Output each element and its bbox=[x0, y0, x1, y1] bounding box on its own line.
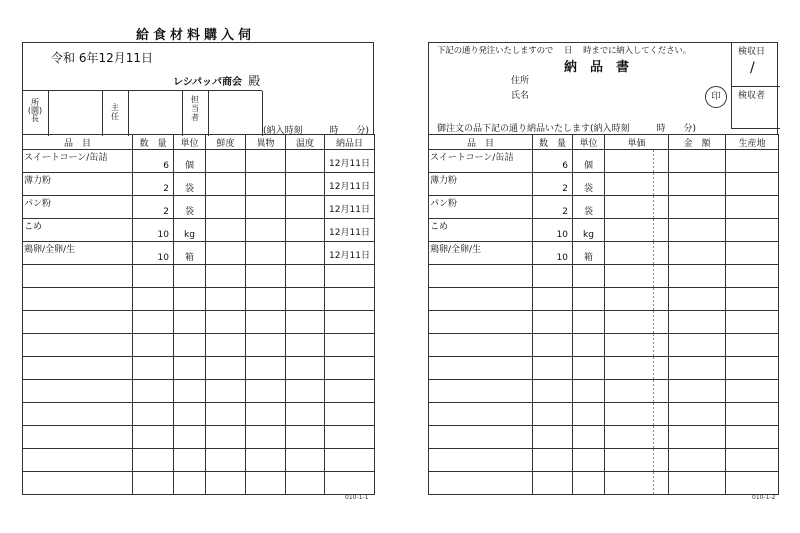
empty-cell[interactable] bbox=[23, 357, 133, 380]
unit-cell[interactable]: 個 bbox=[573, 150, 605, 173]
name-label: 氏名 bbox=[511, 91, 530, 101]
empty-cell[interactable] bbox=[429, 288, 533, 311]
chief-label: 主 任 bbox=[111, 103, 119, 121]
empty-cell[interactable] bbox=[605, 426, 669, 449]
empty-cell[interactable] bbox=[573, 449, 605, 472]
empty-cell[interactable] bbox=[325, 311, 375, 334]
empty-cell[interactable] bbox=[669, 334, 726, 357]
item-cell[interactable]: 鶏卵/全卵/生 bbox=[429, 242, 533, 265]
freshness-cell[interactable] bbox=[206, 219, 246, 242]
item-cell[interactable]: 鶏卵/全卵/生 bbox=[23, 242, 133, 265]
empty-cell[interactable] bbox=[573, 472, 605, 495]
item-cell[interactable]: パン粉 bbox=[429, 196, 533, 219]
empty-row bbox=[23, 311, 375, 334]
empty-cell[interactable] bbox=[174, 265, 206, 288]
table-row bbox=[429, 196, 779, 219]
empty-cell[interactable] bbox=[206, 449, 246, 472]
empty-cell[interactable] bbox=[286, 403, 325, 426]
delivery-date-cell[interactable]: 12月11日 bbox=[325, 196, 375, 219]
empty-cell[interactable] bbox=[605, 357, 669, 380]
empty-row bbox=[429, 357, 779, 380]
delivery-time: (納入時刻 時 分) bbox=[263, 126, 370, 136]
empty-cell[interactable] bbox=[286, 311, 325, 334]
empty-cell[interactable] bbox=[133, 265, 174, 288]
item-cell[interactable]: スイートコーン/缶詰 bbox=[23, 150, 133, 173]
empty-cell[interactable] bbox=[246, 357, 286, 380]
empty-cell[interactable] bbox=[133, 472, 174, 495]
qty-cell[interactable]: 2 bbox=[133, 196, 174, 219]
empty-cell[interactable] bbox=[23, 403, 133, 426]
empty-cell[interactable] bbox=[23, 265, 133, 288]
empty-cell[interactable] bbox=[726, 288, 779, 311]
origin-cell[interactable] bbox=[726, 173, 779, 196]
empty-row bbox=[23, 265, 375, 288]
empty-cell[interactable] bbox=[206, 265, 246, 288]
inspection-date-field[interactable]: / bbox=[750, 60, 755, 76]
delivery-date-cell[interactable]: 12月11日 bbox=[325, 219, 375, 242]
empty-cell[interactable] bbox=[286, 472, 325, 495]
empty-cell[interactable] bbox=[23, 449, 133, 472]
col-temperature: 温度 bbox=[286, 135, 325, 150]
empty-row bbox=[23, 334, 375, 357]
inspection-date-label: 検収日 bbox=[738, 47, 766, 57]
empty-cell[interactable] bbox=[286, 426, 325, 449]
freshness-cell[interactable] bbox=[206, 150, 246, 173]
empty-cell[interactable] bbox=[429, 403, 533, 426]
empty-cell[interactable] bbox=[206, 334, 246, 357]
table-row bbox=[23, 173, 375, 196]
empty-cell[interactable] bbox=[726, 334, 779, 357]
col-delivery-date: 納品日 bbox=[325, 135, 375, 150]
empty-cell[interactable] bbox=[533, 380, 573, 403]
empty-cell[interactable] bbox=[605, 288, 669, 311]
foreign-matter-cell[interactable] bbox=[246, 173, 286, 196]
empty-row bbox=[23, 357, 375, 380]
delivery-date-cell[interactable]: 12月11日 bbox=[325, 150, 375, 173]
empty-row bbox=[23, 380, 375, 403]
empty-row bbox=[23, 472, 375, 495]
empty-row bbox=[429, 472, 779, 495]
purchase-items-table bbox=[22, 134, 375, 495]
unit-cell[interactable]: kg bbox=[174, 219, 206, 242]
empty-cell[interactable] bbox=[573, 311, 605, 334]
item-cell[interactable]: パン粉 bbox=[23, 196, 133, 219]
empty-cell[interactable] bbox=[206, 472, 246, 495]
empty-cell[interactable] bbox=[533, 334, 573, 357]
empty-cell[interactable] bbox=[573, 334, 605, 357]
empty-cell[interactable] bbox=[573, 288, 605, 311]
col-origin: 生産地 bbox=[726, 135, 779, 150]
empty-cell[interactable] bbox=[133, 403, 174, 426]
purchase-request-header bbox=[22, 42, 374, 135]
qty-cell[interactable]: 10 bbox=[133, 219, 174, 242]
empty-cell[interactable] bbox=[573, 403, 605, 426]
foreign-matter-cell[interactable] bbox=[246, 150, 286, 173]
empty-cell[interactable] bbox=[246, 334, 286, 357]
empty-row bbox=[23, 426, 375, 449]
empty-cell[interactable] bbox=[726, 311, 779, 334]
approval-stamp-chief[interactable] bbox=[128, 91, 183, 136]
qty-cell[interactable]: 10 bbox=[133, 242, 174, 265]
unit-cell[interactable]: 袋 bbox=[174, 196, 206, 219]
unit-price-cell[interactable] bbox=[605, 173, 669, 196]
empty-cell[interactable] bbox=[246, 265, 286, 288]
empty-cell[interactable] bbox=[325, 449, 375, 472]
empty-row bbox=[429, 288, 779, 311]
empty-cell[interactable] bbox=[605, 311, 669, 334]
unit-cell[interactable]: 袋 bbox=[573, 173, 605, 196]
empty-cell[interactable] bbox=[133, 380, 174, 403]
empty-cell[interactable] bbox=[605, 265, 669, 288]
delivery-slip-header bbox=[428, 42, 778, 135]
qty-cell[interactable]: 2 bbox=[533, 196, 573, 219]
freshness-cell[interactable] bbox=[206, 242, 246, 265]
delivery-items-table bbox=[428, 134, 779, 495]
seal-stamp-icon: 印 bbox=[705, 86, 727, 108]
empty-cell[interactable] bbox=[325, 380, 375, 403]
empty-cell[interactable] bbox=[325, 472, 375, 495]
empty-cell[interactable] bbox=[23, 380, 133, 403]
footer-code-right: 010-1-2 bbox=[752, 494, 776, 501]
empty-cell[interactable] bbox=[133, 426, 174, 449]
empty-cell[interactable] bbox=[133, 311, 174, 334]
empty-cell[interactable] bbox=[286, 380, 325, 403]
empty-cell[interactable] bbox=[286, 334, 325, 357]
table-row bbox=[23, 219, 375, 242]
unit-price-cell[interactable] bbox=[605, 196, 669, 219]
col-freshness: 鮮度 bbox=[206, 135, 246, 150]
empty-cell[interactable] bbox=[174, 334, 206, 357]
empty-cell[interactable] bbox=[325, 265, 375, 288]
empty-row bbox=[23, 403, 375, 426]
empty-cell[interactable] bbox=[429, 265, 533, 288]
unit-cell[interactable]: 袋 bbox=[573, 196, 605, 219]
empty-cell[interactable] bbox=[23, 426, 133, 449]
table-row bbox=[23, 242, 375, 265]
empty-cell[interactable] bbox=[669, 357, 726, 380]
empty-cell[interactable] bbox=[206, 403, 246, 426]
empty-cell[interactable] bbox=[533, 472, 573, 495]
amount-cell[interactable] bbox=[669, 196, 726, 219]
empty-cell[interactable] bbox=[669, 472, 726, 495]
temperature-cell[interactable] bbox=[286, 219, 325, 242]
empty-cell[interactable] bbox=[726, 380, 779, 403]
empty-cell[interactable] bbox=[533, 449, 573, 472]
unit-cell[interactable]: 袋 bbox=[174, 173, 206, 196]
col-foreign-matter: 異物 bbox=[246, 135, 286, 150]
unit-cell[interactable]: kg bbox=[573, 219, 605, 242]
origin-cell[interactable] bbox=[726, 219, 779, 242]
unit-cell[interactable]: 箱 bbox=[573, 242, 605, 265]
empty-cell[interactable] bbox=[23, 334, 133, 357]
unit-price-cell[interactable] bbox=[605, 219, 669, 242]
empty-cell[interactable] bbox=[573, 357, 605, 380]
vendor-name: レシパッパ商会 bbox=[173, 77, 243, 88]
unit-cell[interactable]: 箱 bbox=[174, 242, 206, 265]
col-unit: 単位 bbox=[573, 135, 605, 150]
qty-cell[interactable]: 10 bbox=[533, 219, 573, 242]
empty-cell[interactable] bbox=[206, 380, 246, 403]
qty-cell[interactable]: 2 bbox=[533, 173, 573, 196]
table-row bbox=[429, 150, 779, 173]
item-cell[interactable]: スイートコーン/缶詰 bbox=[429, 150, 533, 173]
empty-cell[interactable] bbox=[669, 403, 726, 426]
col-item: 品 目 bbox=[23, 135, 133, 150]
staff-label: 担 当 者 bbox=[191, 95, 199, 122]
empty-cell[interactable] bbox=[246, 403, 286, 426]
approval-row bbox=[22, 90, 262, 136]
empty-cell[interactable] bbox=[726, 265, 779, 288]
approval-label-staff bbox=[182, 91, 209, 136]
empty-cell[interactable] bbox=[429, 311, 533, 334]
empty-cell[interactable] bbox=[23, 472, 133, 495]
origin-cell[interactable] bbox=[726, 196, 779, 219]
empty-cell[interactable] bbox=[174, 449, 206, 472]
empty-row bbox=[429, 403, 779, 426]
empty-cell[interactable] bbox=[174, 403, 206, 426]
amount-cell[interactable] bbox=[669, 219, 726, 242]
foreign-matter-cell[interactable] bbox=[246, 219, 286, 242]
empty-cell[interactable] bbox=[669, 288, 726, 311]
empty-cell[interactable] bbox=[133, 334, 174, 357]
empty-cell[interactable] bbox=[429, 449, 533, 472]
table-header-row bbox=[23, 135, 375, 150]
empty-row bbox=[23, 449, 375, 472]
empty-cell[interactable] bbox=[726, 426, 779, 449]
empty-cell[interactable] bbox=[325, 334, 375, 357]
empty-cell[interactable] bbox=[605, 334, 669, 357]
table-row bbox=[429, 219, 779, 242]
empty-cell[interactable] bbox=[669, 311, 726, 334]
empty-cell[interactable] bbox=[533, 311, 573, 334]
vendor-line bbox=[173, 72, 260, 89]
delivery-slip-title: 納 品 書 bbox=[564, 60, 630, 75]
temperature-cell[interactable] bbox=[286, 242, 325, 265]
empty-cell[interactable] bbox=[605, 449, 669, 472]
empty-cell[interactable] bbox=[726, 472, 779, 495]
unit-price-cell[interactable] bbox=[605, 150, 669, 173]
empty-cell[interactable] bbox=[286, 449, 325, 472]
empty-cell[interactable] bbox=[286, 357, 325, 380]
approval-label-director bbox=[22, 91, 49, 136]
empty-cell[interactable] bbox=[174, 380, 206, 403]
empty-cell[interactable] bbox=[325, 426, 375, 449]
table-row bbox=[429, 242, 779, 265]
table-row bbox=[23, 150, 375, 173]
empty-cell[interactable] bbox=[133, 288, 174, 311]
empty-cell[interactable] bbox=[533, 265, 573, 288]
empty-cell[interactable] bbox=[669, 426, 726, 449]
empty-row bbox=[429, 426, 779, 449]
amount-cell[interactable] bbox=[669, 150, 726, 173]
unit-price-cell[interactable] bbox=[605, 242, 669, 265]
qty-cell[interactable]: 6 bbox=[133, 150, 174, 173]
table-row bbox=[23, 196, 375, 219]
delivery-date-cell[interactable]: 12月11日 bbox=[325, 173, 375, 196]
empty-cell[interactable] bbox=[133, 357, 174, 380]
amount-cell[interactable] bbox=[669, 242, 726, 265]
qty-cell[interactable]: 6 bbox=[533, 150, 573, 173]
empty-cell[interactable] bbox=[726, 357, 779, 380]
empty-cell[interactable] bbox=[206, 288, 246, 311]
empty-cell[interactable] bbox=[325, 357, 375, 380]
empty-cell[interactable] bbox=[669, 449, 726, 472]
qty-cell[interactable]: 10 bbox=[533, 242, 573, 265]
inspection-divider bbox=[732, 86, 780, 87]
empty-cell[interactable] bbox=[429, 426, 533, 449]
table-header-row bbox=[429, 135, 779, 150]
empty-cell[interactable] bbox=[174, 426, 206, 449]
delivery-date-cell[interactable]: 12月11日 bbox=[325, 242, 375, 265]
empty-cell[interactable] bbox=[429, 380, 533, 403]
empty-cell[interactable] bbox=[429, 357, 533, 380]
empty-cell[interactable] bbox=[286, 288, 325, 311]
temperature-cell[interactable] bbox=[286, 196, 325, 219]
empty-cell[interactable] bbox=[23, 311, 133, 334]
col-unit: 単位 bbox=[174, 135, 206, 150]
amount-cell[interactable] bbox=[669, 173, 726, 196]
empty-row bbox=[429, 311, 779, 334]
empty-cell[interactable] bbox=[605, 472, 669, 495]
empty-cell[interactable] bbox=[174, 311, 206, 334]
col-unit-price: 単価 bbox=[605, 135, 669, 150]
col-qty: 数 量 bbox=[133, 135, 174, 150]
empty-cell[interactable] bbox=[533, 403, 573, 426]
empty-cell[interactable] bbox=[325, 403, 375, 426]
empty-row bbox=[429, 334, 779, 357]
empty-cell[interactable] bbox=[206, 311, 246, 334]
empty-cell[interactable] bbox=[726, 449, 779, 472]
address-label: 住所 bbox=[511, 76, 530, 86]
vendor-honorific: 殿 bbox=[248, 74, 261, 88]
delivery-note: 御注文の品下記の通り納品いたします(納入時刻 時 分) bbox=[437, 124, 697, 134]
empty-cell[interactable] bbox=[246, 288, 286, 311]
purchase-items-body bbox=[23, 150, 375, 495]
order-date: 令和 6年12月11日 bbox=[51, 51, 153, 65]
empty-cell[interactable] bbox=[325, 288, 375, 311]
approval-stamp-staff[interactable] bbox=[208, 91, 263, 136]
item-cell[interactable]: こめ bbox=[429, 219, 533, 242]
empty-cell[interactable] bbox=[429, 334, 533, 357]
empty-cell[interactable] bbox=[246, 449, 286, 472]
delivery-items-body bbox=[429, 150, 779, 495]
empty-cell[interactable] bbox=[429, 472, 533, 495]
inspection-box bbox=[731, 42, 780, 129]
approval-stamp-director[interactable] bbox=[48, 91, 103, 136]
foreign-matter-cell[interactable] bbox=[246, 242, 286, 265]
approval-label-chief bbox=[102, 91, 129, 136]
order-instruction: 下記の通り発注いたしますので 日 時までに納入してください。 bbox=[437, 46, 692, 56]
empty-cell[interactable] bbox=[533, 288, 573, 311]
footer-code-left: 010-1-1 bbox=[345, 494, 369, 501]
empty-cell[interactable] bbox=[246, 380, 286, 403]
empty-cell[interactable] bbox=[605, 403, 669, 426]
temperature-cell[interactable] bbox=[286, 173, 325, 196]
empty-cell[interactable] bbox=[206, 426, 246, 449]
empty-cell[interactable] bbox=[174, 288, 206, 311]
origin-cell[interactable] bbox=[726, 242, 779, 265]
empty-cell[interactable] bbox=[206, 357, 246, 380]
empty-cell[interactable] bbox=[133, 449, 174, 472]
qty-cell[interactable]: 2 bbox=[133, 173, 174, 196]
empty-cell[interactable] bbox=[573, 426, 605, 449]
origin-cell[interactable] bbox=[726, 150, 779, 173]
freshness-cell[interactable] bbox=[206, 173, 246, 196]
item-cell[interactable]: 薄力粉 bbox=[23, 173, 133, 196]
empty-cell[interactable] bbox=[174, 357, 206, 380]
unit-cell[interactable]: 個 bbox=[174, 150, 206, 173]
director-label: 所 (園) 長 bbox=[27, 98, 43, 123]
empty-cell[interactable] bbox=[669, 380, 726, 403]
empty-cell[interactable] bbox=[573, 380, 605, 403]
item-cell[interactable]: 薄力粉 bbox=[429, 173, 533, 196]
empty-cell[interactable] bbox=[246, 472, 286, 495]
temperature-cell[interactable] bbox=[286, 150, 325, 173]
empty-cell[interactable] bbox=[533, 357, 573, 380]
col-amount: 金 額 bbox=[669, 135, 726, 150]
empty-cell[interactable] bbox=[669, 265, 726, 288]
table-row bbox=[429, 173, 779, 196]
purchase-request-title: 給食材料購入伺 bbox=[136, 28, 256, 43]
empty-row bbox=[23, 288, 375, 311]
col-qty: 数 量 bbox=[533, 135, 573, 150]
empty-row bbox=[429, 380, 779, 403]
foreign-matter-cell[interactable] bbox=[246, 196, 286, 219]
empty-row bbox=[429, 265, 779, 288]
item-cell[interactable]: こめ bbox=[23, 219, 133, 242]
empty-cell[interactable] bbox=[246, 311, 286, 334]
freshness-cell[interactable] bbox=[206, 196, 246, 219]
empty-cell[interactable] bbox=[573, 265, 605, 288]
empty-cell[interactable] bbox=[726, 403, 779, 426]
empty-cell[interactable] bbox=[605, 380, 669, 403]
empty-cell[interactable] bbox=[246, 426, 286, 449]
empty-cell[interactable] bbox=[286, 265, 325, 288]
empty-cell[interactable] bbox=[174, 472, 206, 495]
empty-cell[interactable] bbox=[23, 288, 133, 311]
inspector-label: 検収者 bbox=[738, 91, 766, 101]
col-item: 品 目 bbox=[429, 135, 533, 150]
empty-cell[interactable] bbox=[533, 426, 573, 449]
empty-row bbox=[429, 449, 779, 472]
